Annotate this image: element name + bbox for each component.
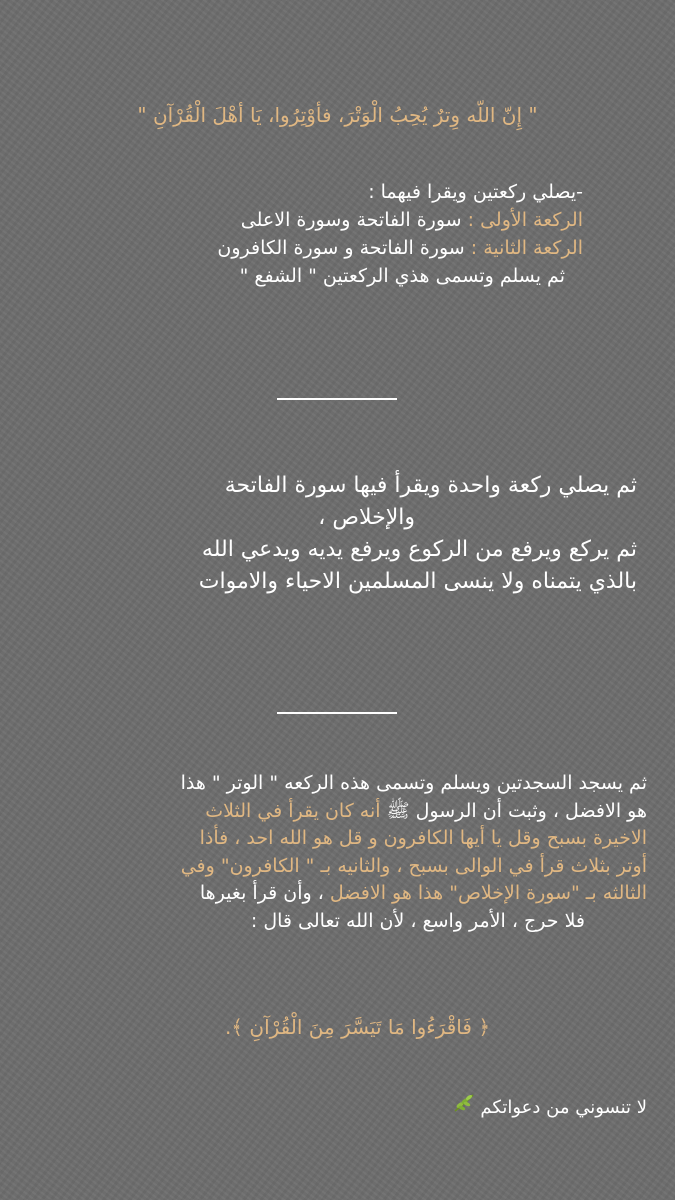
witr-line-5-gold: الثالثه بـ "سورة الإخلاص" هذا هو الافضل <box>329 882 647 904</box>
divider-1 <box>277 398 397 400</box>
witr-line-2-white: هو الافضل ، وثبت أن الرسول ﷺ <box>386 799 647 822</box>
herb-leaf-icon <box>453 1093 475 1118</box>
single-rakah-section <box>0 470 675 598</box>
witr-line-4: أوتر بثلاث قرأ في الوالى بسبح ، والثانيه بـ " الكافرون" وفي <box>180 854 647 877</box>
rakah-1-text: سورة الفاتحة وسورة الاعلى <box>240 209 468 231</box>
witr-line-5-white: ، وأن قرأ بغيرها <box>199 882 330 904</box>
shafa-outro: ثم يسلم وتسمى هذي الركعتين " الشفع " <box>239 265 565 287</box>
divider-2 <box>277 712 397 714</box>
quran-verse: ﴿ فَاقْرَءُوا مَا تَيَسَّرَ مِنَ الْقُرْآنِ ﴾. <box>224 1015 491 1039</box>
rakah-2-text: سورة الفاتحة و سورة الكافرون <box>217 237 471 259</box>
rakah-2-label: الركعة الثانية : <box>470 237 583 259</box>
witr-line-5 <box>0 880 675 908</box>
witr-line-2 <box>0 798 675 826</box>
witr-line-2-gold: أنه كان يقرأ في الثلاث <box>205 799 387 822</box>
witr-line-1: ثم يسجد السجدتين ويسلم وتسمى هذه الركعه " الوتر " هذا <box>180 772 647 794</box>
single-line-3: ثم يركع ويرفع من الركوع ويرفع يديه ويدعي الله <box>201 537 637 562</box>
single-line-1: ثم يصلي ركعة واحدة ويقرأ فيها سورة الفاتحة <box>224 473 637 498</box>
rakah-1-label: الركعة الأولى : <box>467 209 583 231</box>
shafa-rakah-2 <box>0 234 675 262</box>
hadith-quote: " إِنّ اللّه وِترٌ يُحِبُ الْوَتْرَ، فأوْتِرُوا، يَا أهْلَ الْقُرْآنِ " <box>137 103 538 127</box>
witr-section <box>0 770 675 935</box>
shafa-section <box>0 178 675 290</box>
shafa-rakah-1 <box>0 206 675 234</box>
dua-text: لا تنسوني من دعواتكم <box>480 1097 647 1118</box>
single-line-2: والإخلاص ، <box>318 505 415 530</box>
witr-line-3: الاخيرة بسبح وقل يا أيها الكافرون و قل هو الله احد ، فأذا <box>199 827 647 849</box>
dua-request <box>449 1093 647 1118</box>
witr-line-6: فلا حرج ، الأمر واسع ، لأن الله تعالى قال : <box>250 909 585 932</box>
shafa-intro: -يصلي ركعتين ويقرا فيهما : <box>368 181 583 203</box>
single-line-4: بالذي يتمناه ولا ينسى المسلمين الاحياء والاموات <box>198 569 637 594</box>
